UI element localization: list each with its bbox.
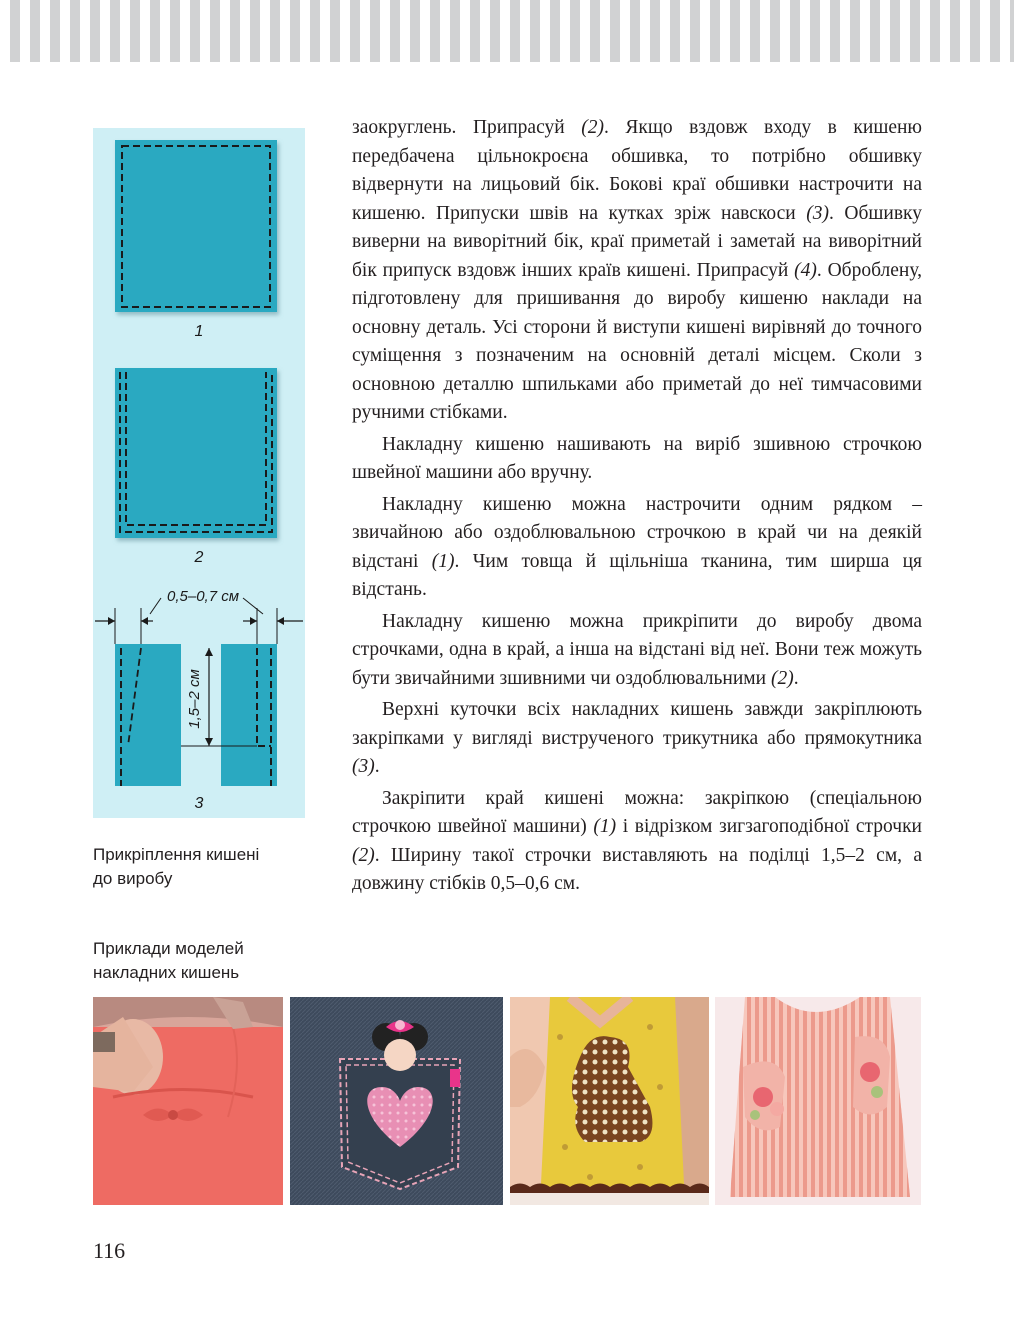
pocket-examples-photos	[93, 997, 921, 1205]
caption-examples-line-2: накладних кишень	[93, 963, 240, 982]
pocket-step-1	[115, 140, 277, 312]
page-number: 116	[93, 1238, 126, 1263]
dim-width-label: 0,5–0,7 см	[167, 588, 239, 605]
yellow-dress-dog-pocket-photo	[510, 997, 709, 1205]
caption-examples	[93, 937, 244, 985]
pocket-step-3-left	[115, 644, 181, 786]
dim-height-label: 1,5–2 см	[186, 669, 203, 729]
paragraph-1: заокруглень. Припрасуй (2). Якщо вздовж входу в кишеню передбачена цільнокроєна обшивка, то потрібно обшивку відвернути на лицьовий бік. Бокові краї обшивки настрочити на кишеню. Припуски швів на кутках зріж навскоси (3). Обшивку виверни на виворітний бік, краї приметай і заметай на виворітний бік припуск вздовж інших країв кишені. Припрасуй (4). Оброблену, підготовлену для пришивання до виробу кишеню наклади на основну деталь. Усі сторони й виступи кишені вирівняй до точного суміщення з позначеним на основній деталі місцем. Сколи з основною деталлю шпильками або приметай до неї тимчасовими ручними стібками.	[352, 117, 923, 423]
caption-attach-line-1: Прикріплення кишені	[93, 845, 260, 864]
paragraph-4: Накладну кишеню можна прикріпити до виробу двома строчками, одна в край, а інша на відстані від неї. Вони теж можуть бути звичайними зшивними чи оздоблювальними (2).	[352, 610, 922, 689]
caption-attach	[93, 843, 259, 891]
caption-examples-line-1: Приклади моделей	[93, 939, 244, 958]
pocket-step-3-right	[221, 644, 277, 786]
body-text	[352, 114, 922, 899]
step-label-3: 3	[194, 795, 204, 812]
paragraph-6: Закріпити край кишені можна: закріпкою (спеціальною строчкою швейної машини) (1) і відрізком зигзагоподібної строчки (2). Ширину такої строчки виставляють на поділці 1,5–2 см, а довжину стібків 0,5–0,6 см.	[352, 787, 922, 894]
paragraph-2: Накладну кишеню нашивають на виріб зшивною строчкою швейної машини або вручну.	[352, 433, 922, 483]
paragraph-5: Верхні куточки всіх накладних кишень завжди закріплюють закріпками у вигляді виструченого трикутника або прямокутника (3).	[352, 699, 922, 777]
top-stripe-border	[0, 0, 1014, 62]
step-label-1: 1	[194, 323, 204, 340]
pocket-diagram	[93, 128, 305, 818]
pocket-attachment-figure	[93, 128, 305, 818]
denim-heart-pocket-photo	[290, 997, 503, 1205]
caption-attach-line-2: до виробу	[93, 869, 173, 888]
coral-dress-pocket-photo	[93, 997, 283, 1205]
pocket-step-2	[115, 368, 277, 538]
paragraph-3: Накладну кишеню можна настрочити одним рядком – звичайною або оздоблювальною строчкою в край чи на деякій відстані (1). Чим товща й щільніша тканина, тим ширша ця відстань.	[352, 493, 922, 600]
step-label-2: 2	[194, 549, 204, 566]
striped-dress-floral-pocket-photo	[715, 997, 921, 1205]
